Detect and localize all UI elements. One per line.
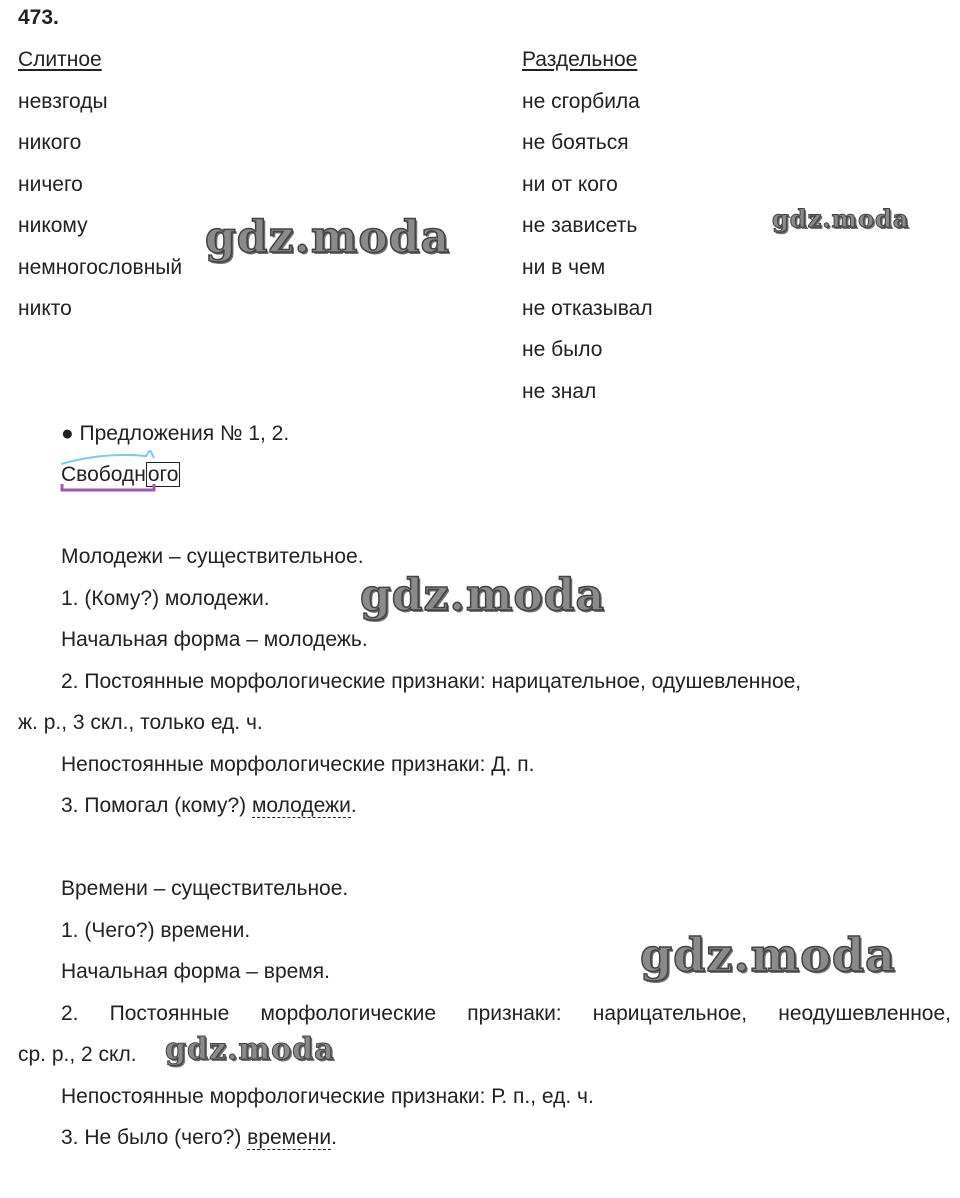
parse1-constant-features: 2. Постоянные морфологические признаки: нарицательное, одушевленное, <box>61 670 802 693</box>
watermark-logo: gdz.moda <box>165 1032 335 1067</box>
usage-suffix: . <box>331 1126 337 1149</box>
usage-word: молодежи <box>251 794 351 817</box>
sentences-note: ● Предложения № 1, 2. <box>61 422 290 445</box>
parse1-heading: Молодежи – существительное. <box>61 545 364 568</box>
list-item: не зависеть <box>522 214 638 237</box>
word: морфологические <box>260 1002 437 1025</box>
list-item: ничего <box>18 173 83 196</box>
word: 2. <box>61 1002 79 1025</box>
parse1-usage <box>61 793 357 819</box>
word: нарицательное, <box>592 1002 748 1025</box>
parse2-nonconstant-features: Непостоянные морфологические признаки: Р. п., ед. ч. <box>61 1085 594 1108</box>
list-item: не было <box>522 338 603 361</box>
task-number: 473. <box>18 6 59 29</box>
list-item: не бояться <box>522 131 629 154</box>
list-item: никого <box>18 131 82 154</box>
list-item: ни в чем <box>522 256 606 279</box>
stem-bracket-icon <box>62 484 154 490</box>
parse1-initial-form: Начальная форма – молодежь. <box>61 628 368 651</box>
parse1-nonconstant-features: Непостоянные морфологические признаки: Д. п. <box>61 753 535 776</box>
usage-prefix: 3. Помогал (кому?) <box>61 794 252 817</box>
list-item: не сгорбила <box>522 90 640 113</box>
usage-prefix: 3. Не было (чего?) <box>61 1126 248 1149</box>
list-item: не знал <box>522 380 597 403</box>
parse2-usage <box>61 1125 337 1151</box>
parse2-constant-features-cont: ср. р., 2 скл. <box>18 1043 137 1066</box>
list-item: не отказывал <box>522 297 653 320</box>
word: неодушевленное, <box>778 1002 951 1025</box>
list-item: никто <box>18 297 72 320</box>
word: признаки: <box>467 1002 562 1025</box>
list-item: никому <box>18 214 88 237</box>
parse1-question: 1. (Кому?) молодежи. <box>61 587 270 610</box>
watermark-logo: gdz.moda <box>205 212 451 263</box>
word-stem: Свободн <box>61 463 146 486</box>
word-ending: ого <box>147 463 179 486</box>
parse2-heading: Времени – существительное. <box>61 877 349 900</box>
list-item: невзгоды <box>18 90 108 113</box>
watermark-logo: gdz.moda <box>360 570 606 621</box>
usage-suffix: . <box>350 794 357 817</box>
morpheme-marks-icon <box>58 450 198 496</box>
watermark-logo: gdz.moda <box>772 204 910 233</box>
parse2-initial-form: Начальная форма – время. <box>61 960 330 983</box>
stem-arc-icon <box>61 450 154 464</box>
usage-word: времени <box>247 1126 332 1149</box>
left-column-header: Слитное <box>18 48 102 71</box>
right-column-header: Раздельное <box>522 48 638 71</box>
list-item: немногословный <box>18 256 183 279</box>
watermark-logo: gdz.moda <box>640 928 896 982</box>
word: Постоянные <box>109 1002 230 1025</box>
parse1-constant-features-cont: ж. р., 3 скл., только ед. ч. <box>18 711 263 734</box>
parse2-question: 1. (Чего?) времени. <box>61 919 251 942</box>
parse2-constant-features <box>61 1001 951 1027</box>
list-item: ни от кого <box>522 173 618 196</box>
